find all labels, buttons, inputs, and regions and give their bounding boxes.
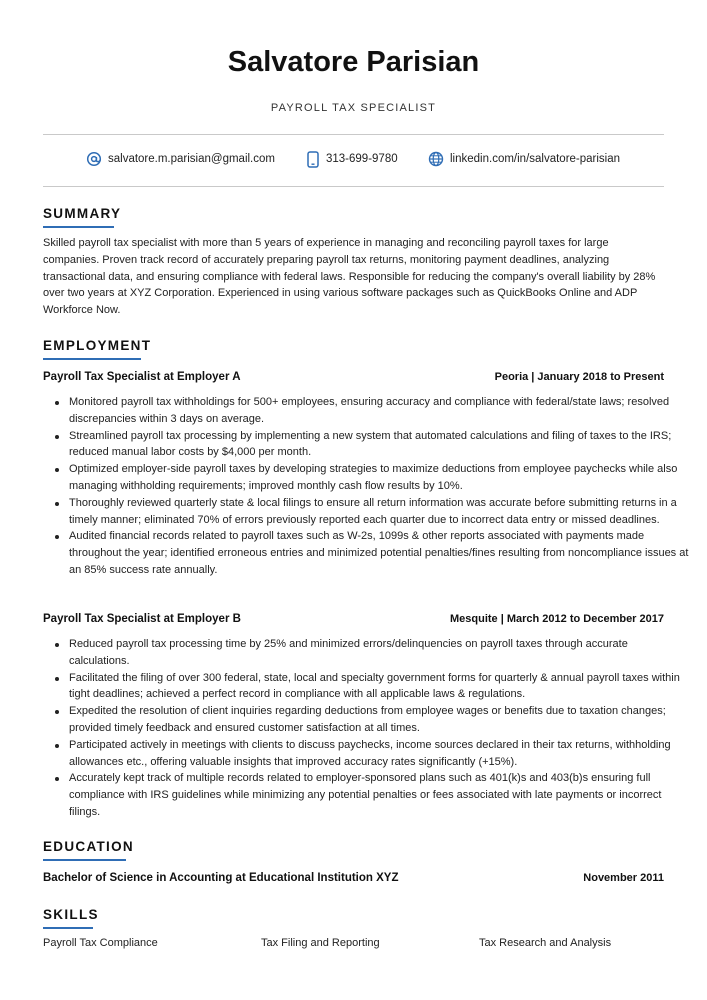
job-bullets (43, 636, 691, 821)
job-bullets (43, 394, 691, 579)
job-title-header: PAYROLL TAX SPECIALIST (270, 102, 437, 114)
globe-icon (428, 151, 444, 167)
summary-heading-underline (43, 226, 114, 228)
bullet-item: Monitored payroll tax withholdings for 500+ employees, ensuring accuracy and compliance with federal/state laws; resolved discrepancies within 3 days on average. (69, 394, 691, 428)
candidate-name: Salvatore Parisian (227, 46, 480, 78)
job-location-dates: Peoria | January 2018 to Present (494, 371, 664, 383)
job-location-dates: Mesquite | March 2012 to December 2017 (449, 613, 664, 625)
bullet-item: Participated actively in meetings with clients to discuss paychecks, income sources declared in their tax returns, withholding allowances etc., offering valuable insights that improved accuracy rates significantly (+15%). (69, 737, 691, 771)
job-title: Payroll Tax Specialist at Employer B (43, 613, 241, 625)
bullet-item: Accurately kept track of multiple records related to employer-sponsored plans such as 401(k)s and 403(b)s ensuring full compliance with IRS guidelines while minimizing any potential penalties or fees associated with late payments or incorrect filings. (69, 770, 691, 820)
summary-heading: SUMMARY (43, 206, 122, 221)
contact-linkedin[interactable] (428, 149, 620, 169)
phone-icon (306, 151, 320, 168)
education-heading-underline (43, 859, 126, 861)
email-text: salvatore.m.parisian@gmail.com (108, 153, 275, 165)
at-sign-icon (86, 151, 102, 167)
contact-row (0, 149, 707, 171)
degree-title: Bachelor of Science in Accounting at Educational Institution XYZ (43, 872, 399, 884)
bullet-item: Optimized employer-side payroll taxes by developing strategies to maximize deductions from employee paychecks while also managing withholding requirements; improved monthly cash flow results by 10%. (69, 461, 691, 495)
header-divider-bottom (43, 186, 664, 187)
bullet-item: Reduced payroll tax processing time by 25% and minimized errors/delinquencies on payroll taxes through accurate calculations. (69, 636, 691, 670)
bullet-item: Thoroughly reviewed quarterly state & local filings to ensure all return information was accurate before submitting returns in a timely manner; eliminated 70% of errors previously reported each quarter due to incorrect data entry or missed deadlines. (69, 495, 691, 529)
contact-email[interactable] (86, 149, 275, 169)
skill-item: Payroll Tax Compliance (43, 937, 158, 949)
graduation-date: November 2011 (583, 872, 664, 884)
employment-heading-underline (43, 358, 141, 360)
bullet-item: Streamlined payroll tax processing by implementing a new system that automated calculations and filing of taxes to the IRS; reduced manual labor costs by $4,000 per month. (69, 428, 691, 462)
skills-heading: SKILLS (43, 907, 99, 922)
linkedin-text: linkedin.com/in/salvatore-parisian (450, 153, 621, 165)
job-title: Payroll Tax Specialist at Employer A (43, 371, 241, 383)
header-divider-top (43, 134, 664, 135)
summary-text: Skilled payroll tax specialist with more than 5 years of experience in managing and reconciling payroll taxes for large companies. Proven track record of accurately preparing payroll tax returns, monitoring payment deadlines, analyzing transactional data, and ensuring compliance with federal laws. Responsible for reducing the company's overall liability by 28% over two years at XYZ Corporation. Experienced in using various software packages such as QuickBooks Online and ADP Workforce Now. (43, 237, 656, 317)
skill-item: Tax Research and Analysis (479, 937, 612, 949)
bullet-item: Facilitated the filing of over 300 federal, state, local and specialty government forms for quarterly & annual payroll taxes within tight deadlines; achieved a perfect record in compliance with all applicable laws & regulations. (69, 670, 691, 704)
phone-text: 313-699-9780 (326, 153, 398, 165)
bullet-item: Expedited the resolution of client inquiries regarding deductions from employee wages or benefits due to taxation changes; provided timely feedback and ensured customer satisfaction at all times. (69, 703, 691, 737)
skills-heading-underline (43, 927, 93, 929)
employment-heading: EMPLOYMENT (43, 338, 152, 353)
bullet-item: Audited financial records related to payroll taxes such as W-2s, 1099s & other reports associated with payments made throughout the year; identified erroneous entries and minimized potential penalties/fines resulting from noncompliance issues at an 85% success rate annually. (69, 528, 691, 578)
education-heading: EDUCATION (43, 839, 134, 854)
skill-item: Tax Filing and Reporting (261, 937, 380, 949)
contact-phone[interactable] (306, 149, 398, 169)
